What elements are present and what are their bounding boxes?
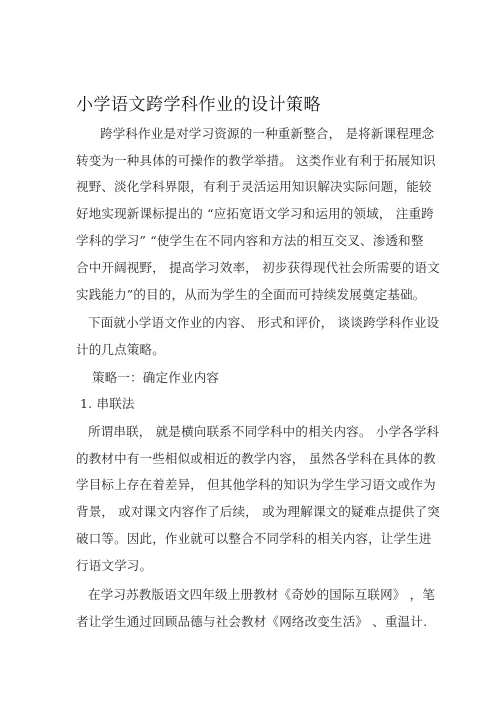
paragraph-line: 转变为一种具体的可操作的教学举措。 这类作业有利于拓展知识: [76, 153, 436, 168]
paragraph-line: 下面就小学语文作业的内容、 形式和评价， 谈谈跨学科作业设: [88, 315, 440, 330]
paragraph-line: 的教材中有一些相似或相近的教学内容， 虽然各学科在具体的教: [76, 451, 436, 466]
paragraph-line: 实践能力”的目的，从而为学生的全面而可持续发展奠定基础。: [76, 287, 426, 302]
paragraph-line: 计的几点策略。: [76, 342, 165, 357]
paragraph-line: 者让学生通过回顾品德与社会教材《网络改变生活》 、重温计.: [76, 614, 428, 629]
paragraph-line: 学目标上存在着差异， 但其他学科的知识为学生学习语文或作为: [76, 477, 436, 492]
paragraph-line: 跨学科作业是对学习资源的一种重新整合， 是将新课程理念: [100, 126, 435, 141]
paragraph-line: 所谓串联， 就是横向联系不同学科中的相关内容。 小学各学科: [88, 424, 440, 439]
subsection-heading: 1. 串联法: [80, 396, 135, 411]
paragraph-line: 行语文学习。: [76, 558, 153, 573]
paragraph-line: 在学习苏教版语文四年级上册教材《奇妙的国际互联网》 ，笔: [88, 587, 436, 602]
paragraph-line: 视野、淡化学科界限，有利于灵活运用知识解决实际问题，能较: [76, 179, 432, 194]
document-title: 小学语文跨学科作业的设计策略: [76, 95, 321, 115]
paragraph-line: 破口等。因此，作业就可以整合不同学科的相关内容，让学生进: [76, 531, 432, 546]
paragraph-line: 背景， 或对课文内容作了后续， 或为理解课文的疑难点提供了突: [76, 504, 440, 519]
paragraph-line: 学科的学习” “使学生在不同内容和方法的相互交叉、渗透和整: [76, 233, 424, 248]
paragraph-line: 合中开阔视野， 提高学习效率， 初步获得现代社会所需要的语文: [76, 260, 440, 275]
section-heading: 策略一：确定作业内容: [92, 370, 220, 385]
paragraph-line: 好地实现新课标提出的 “应拓宽语文学习和运用的领域， 注重跨: [76, 206, 434, 221]
